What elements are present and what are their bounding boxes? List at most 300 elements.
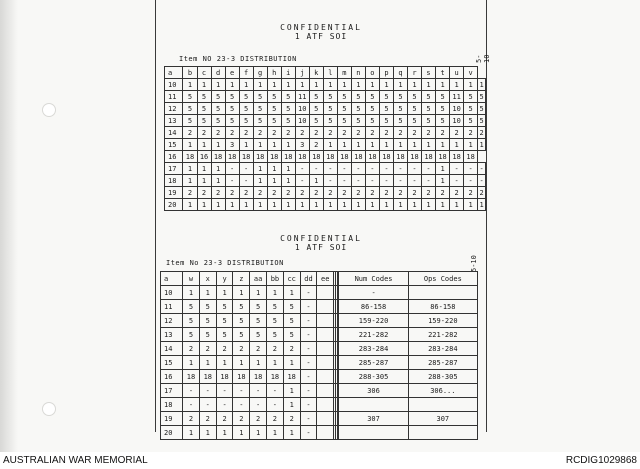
- table-cell: -: [365, 163, 379, 175]
- table-cell: 13: [161, 328, 183, 342]
- table-cell: 1: [436, 199, 450, 211]
- table-cell: 18: [267, 370, 284, 384]
- column-header: t: [436, 67, 450, 79]
- table-cell: -: [300, 328, 317, 342]
- table-cell: 1: [450, 199, 464, 211]
- table-cell: 5: [393, 91, 407, 103]
- table-cell: 2: [225, 187, 239, 199]
- table-cell: 2: [407, 187, 421, 199]
- table-cell: 5: [267, 115, 281, 127]
- table-row: [161, 356, 478, 370]
- column-header: f: [239, 67, 253, 79]
- table-cell: -: [365, 175, 379, 187]
- table-cell: 5: [239, 91, 253, 103]
- table-cell: 306...: [408, 384, 477, 398]
- table-cell: 2: [250, 412, 267, 426]
- table-cell: 2: [323, 127, 337, 139]
- table-cell: [339, 426, 408, 440]
- table-cell: 1: [309, 79, 323, 91]
- table-cell: 1: [450, 79, 464, 91]
- table-cell: 18: [464, 151, 478, 163]
- table-cell: 5: [479, 104, 484, 113]
- column-header: i: [281, 67, 295, 79]
- table-cell: 3: [295, 139, 309, 151]
- table-cell: 1: [422, 79, 436, 91]
- table-cell: 1: [407, 139, 421, 151]
- table-cell: 5: [464, 103, 478, 115]
- table-cell: -: [199, 384, 216, 398]
- table-cell: -: [300, 356, 317, 370]
- table-cell: 1: [436, 163, 450, 175]
- table-cell: [317, 426, 334, 440]
- table-cell: 1: [479, 80, 484, 89]
- column-header: l: [323, 67, 337, 79]
- doc1-page-number: 5-10: [475, 54, 491, 63]
- table-cell: 5: [267, 300, 284, 314]
- table-cell: 1: [199, 286, 216, 300]
- table-cell: -: [479, 176, 484, 185]
- table-cell: 2: [283, 342, 300, 356]
- column-header: x: [199, 272, 216, 286]
- right-rule: [486, 0, 487, 432]
- table-cell: 5: [197, 103, 211, 115]
- table-row: [161, 398, 478, 412]
- table-cell: 5: [422, 115, 436, 127]
- table-cell: 307: [408, 412, 477, 426]
- table-cell: 2: [253, 187, 267, 199]
- table-cell: [317, 342, 334, 356]
- table-cell: [408, 286, 477, 300]
- table-cell: 5: [211, 103, 225, 115]
- table-cell: 2: [351, 187, 365, 199]
- table-cell: 10: [450, 103, 464, 115]
- table-cell: 5: [479, 92, 484, 101]
- table-cell: 5: [407, 115, 421, 127]
- table-cell: 1: [379, 199, 393, 211]
- column-header: aa: [250, 272, 267, 286]
- table-row: [161, 412, 478, 426]
- table-cell: 18: [267, 151, 281, 163]
- table-cell: 16: [197, 151, 211, 163]
- table-cell: 2: [211, 127, 225, 139]
- table-cell: 2: [422, 127, 436, 139]
- table-cell: 1: [197, 79, 211, 91]
- table-cell: -: [300, 398, 317, 412]
- table-cell: -: [300, 286, 317, 300]
- table-cell: 18: [393, 151, 407, 163]
- table-cell: 18: [295, 151, 309, 163]
- table-cell: 307: [339, 412, 408, 426]
- table-cell: 5: [199, 328, 216, 342]
- table-cell: 1: [323, 79, 337, 91]
- table-row: [161, 314, 478, 328]
- table-cell: 2: [197, 187, 211, 199]
- table-cell: 2: [365, 187, 379, 199]
- table-cell: -: [250, 398, 267, 412]
- table-cell: 5: [283, 314, 300, 328]
- column-header: s: [422, 67, 436, 79]
- table-cell: -: [300, 384, 317, 398]
- table-cell: 5: [183, 314, 200, 328]
- table-cell: -: [239, 175, 253, 187]
- table-cell: 1: [393, 199, 407, 211]
- table-row: [165, 151, 486, 163]
- column-header: dd: [300, 272, 317, 286]
- table-cell: 1: [250, 426, 267, 440]
- table-cell: 5: [216, 300, 233, 314]
- table-row: [161, 286, 478, 300]
- table-cell: 5: [436, 103, 450, 115]
- column-header: j: [295, 67, 309, 79]
- table-cell: 2: [379, 187, 393, 199]
- table-cell: 1: [233, 356, 250, 370]
- table-cell: 5: [407, 91, 421, 103]
- table-cell: 1: [183, 163, 197, 175]
- table-cell: 5: [211, 115, 225, 127]
- table-cell: 12: [161, 314, 183, 328]
- table-cell: 5: [309, 91, 323, 103]
- table-cell: 1: [253, 79, 267, 91]
- table-cell: -: [199, 398, 216, 412]
- table-cell: 5: [309, 115, 323, 127]
- table-cell: -: [183, 384, 200, 398]
- table-cell: 1: [407, 199, 421, 211]
- table-cell: -: [216, 398, 233, 412]
- table-cell: 10: [165, 79, 183, 91]
- table-cell: 18: [283, 370, 300, 384]
- table-cell: 1: [281, 79, 295, 91]
- table-cell: 18: [309, 151, 323, 163]
- table-cell: 5: [337, 91, 351, 103]
- table-cell: 2: [267, 127, 281, 139]
- table-cell: -: [295, 175, 309, 187]
- column-header: q: [393, 67, 407, 79]
- table-cell: 2: [337, 187, 351, 199]
- table-cell: -: [267, 384, 284, 398]
- table-cell: 10: [161, 286, 183, 300]
- table-cell: 18: [233, 370, 250, 384]
- table-cell: 1: [197, 163, 211, 175]
- table-cell: -: [323, 163, 337, 175]
- table-cell: 15: [161, 356, 183, 370]
- table-cell: 19: [165, 187, 183, 199]
- table-cell: 2: [450, 187, 464, 199]
- table-cell: 1: [365, 199, 379, 211]
- table-cell: 2: [239, 187, 253, 199]
- table-cell: 5: [379, 103, 393, 115]
- table-cell: 1: [225, 79, 239, 91]
- table-cell: 1: [183, 199, 197, 211]
- table-cell: 5: [250, 328, 267, 342]
- table-cell: 5: [216, 314, 233, 328]
- column-header: p: [379, 67, 393, 79]
- distribution-table-1: [164, 66, 486, 211]
- table-cell: 5: [365, 103, 379, 115]
- table-cell: 1: [211, 163, 225, 175]
- table-cell: 2: [183, 187, 197, 199]
- table-cell: 10: [295, 115, 309, 127]
- table-cell: 2: [295, 187, 309, 199]
- table-cell: 16: [165, 151, 183, 163]
- table-cell: 1: [199, 356, 216, 370]
- table-cell: 1: [393, 79, 407, 91]
- document-sheet: [155, 0, 491, 437]
- table-cell: 86-158: [339, 300, 408, 314]
- table-cell: [317, 356, 334, 370]
- table-cell: 18: [365, 151, 379, 163]
- table-cell: 1: [253, 175, 267, 187]
- table-cell: -: [450, 163, 464, 175]
- table-cell: [408, 398, 477, 412]
- table-cell: 5: [479, 116, 484, 125]
- table-cell: 1: [337, 139, 351, 151]
- archive-footer: [0, 452, 640, 469]
- table-cell: [408, 426, 477, 440]
- table-cell: 2: [309, 139, 323, 151]
- table-cell: 1: [211, 199, 225, 211]
- column-header: bb: [267, 272, 284, 286]
- table-cell: 2: [479, 128, 484, 137]
- table-cell: -: [379, 175, 393, 187]
- column-header: z: [233, 272, 250, 286]
- table-cell: 2: [351, 127, 365, 139]
- column-header: o: [365, 67, 379, 79]
- table-cell: -: [379, 163, 393, 175]
- table-cell: 18: [183, 151, 197, 163]
- table-cell: 1: [464, 139, 478, 151]
- column-header: cc: [283, 272, 300, 286]
- table-cell: 5: [393, 115, 407, 127]
- table-cell: -: [267, 398, 284, 412]
- table-cell: -: [225, 175, 239, 187]
- column-header: e: [225, 67, 239, 79]
- table-cell: [317, 370, 334, 384]
- table-cell: 2: [253, 127, 267, 139]
- table-cell: 1: [337, 199, 351, 211]
- table-cell: 5: [199, 300, 216, 314]
- table-cell: 2: [233, 342, 250, 356]
- table-cell: 1: [197, 175, 211, 187]
- table-cell: 1: [479, 200, 484, 209]
- table-cell: 1: [323, 139, 337, 151]
- table-cell: -: [309, 163, 323, 175]
- table-cell: 11: [295, 91, 309, 103]
- doc2-page-number: 5-10: [470, 255, 478, 272]
- column-header: u: [450, 67, 464, 79]
- table-cell: 18: [250, 370, 267, 384]
- table-cell: 2: [479, 188, 484, 197]
- table-cell: 5: [351, 91, 365, 103]
- table-cell: 1: [379, 139, 393, 151]
- column-header: h: [267, 67, 281, 79]
- table-cell: 18: [450, 151, 464, 163]
- table-cell: 2: [225, 127, 239, 139]
- table-row: [165, 79, 486, 91]
- punch-hole-bottom: [42, 402, 56, 416]
- table-row: [165, 187, 486, 199]
- table-cell: 18: [323, 151, 337, 163]
- table-cell: 2: [281, 187, 295, 199]
- table-cell: 5: [183, 300, 200, 314]
- table-cell: 1: [183, 79, 197, 91]
- table-cell: 285-287: [408, 356, 477, 370]
- table-cell: 1: [183, 426, 200, 440]
- table-cell: 2: [211, 187, 225, 199]
- table-cell: 2: [309, 187, 323, 199]
- table-cell: 14: [161, 342, 183, 356]
- table-row: [161, 384, 478, 398]
- table-cell: 1: [253, 163, 267, 175]
- table-cell: 2: [295, 127, 309, 139]
- table-cell: 2: [422, 187, 436, 199]
- table-cell: 2: [436, 187, 450, 199]
- table-cell: 2: [216, 412, 233, 426]
- table-cell: -: [351, 175, 365, 187]
- table-cell: 5: [283, 300, 300, 314]
- table-cell: 3: [225, 139, 239, 151]
- table-cell: 5: [323, 115, 337, 127]
- table-cell: 5: [250, 300, 267, 314]
- table-cell: 5: [233, 328, 250, 342]
- table-cell: 20: [161, 426, 183, 440]
- table-cell: 1: [281, 199, 295, 211]
- table-cell: 221-282: [408, 328, 477, 342]
- table-cell: 1: [436, 139, 450, 151]
- table-row: [165, 175, 486, 187]
- table-cell: 10: [295, 103, 309, 115]
- table-cell: 16: [161, 370, 183, 384]
- footer-record-id: RCDIG1029868: [565, 455, 637, 466]
- column-header: g: [253, 67, 267, 79]
- table-cell: -: [337, 163, 351, 175]
- table-cell: 2: [267, 342, 284, 356]
- doc2-item-label: Item No 23-3 DISTRIBUTION: [166, 259, 284, 267]
- table-cell: 1: [464, 79, 478, 91]
- table-header-row: [165, 67, 486, 79]
- table-cell: 5: [211, 91, 225, 103]
- table-cell: 1: [323, 199, 337, 211]
- table-cell: -: [300, 412, 317, 426]
- table-cell: 1: [233, 426, 250, 440]
- table-cell: 1: [464, 199, 478, 211]
- table-cell: 5: [239, 103, 253, 115]
- table-cell: 1: [283, 398, 300, 412]
- table-cell: 1: [197, 199, 211, 211]
- table-cell: 17: [161, 384, 183, 398]
- table-cell: 2: [267, 412, 284, 426]
- punch-hole-top: [42, 103, 56, 117]
- doc2-subheader: 1 ATF SOI: [294, 243, 348, 252]
- table-cell: 1: [239, 79, 253, 91]
- left-rule: [155, 0, 156, 432]
- column-header: b: [183, 67, 197, 79]
- table-cell: 1: [183, 286, 200, 300]
- table-cell: 2: [199, 342, 216, 356]
- table-cell: 5: [365, 115, 379, 127]
- table-cell: 159-220: [339, 314, 408, 328]
- table-cell: 5: [422, 91, 436, 103]
- table-cell: -: [339, 286, 408, 300]
- table-cell: 2: [323, 187, 337, 199]
- table-cell: -: [216, 384, 233, 398]
- table-cell: 5: [267, 328, 284, 342]
- table-header-row: [161, 272, 478, 286]
- table-cell: -: [450, 175, 464, 187]
- table-cell: [317, 314, 334, 328]
- table-cell: 2: [309, 127, 323, 139]
- table-cell: 5: [309, 103, 323, 115]
- table-cell: 1: [393, 139, 407, 151]
- table-cell: 17: [165, 163, 183, 175]
- table-cell: [339, 398, 408, 412]
- table-cell: -: [183, 398, 200, 412]
- column-header: w: [183, 272, 200, 286]
- table-cell: 2: [337, 127, 351, 139]
- table-cell: 1: [216, 426, 233, 440]
- table-row: [161, 328, 478, 342]
- table-cell: 1: [239, 199, 253, 211]
- table-cell: 5: [283, 328, 300, 342]
- column-header: c: [197, 67, 211, 79]
- table-cell: -: [233, 398, 250, 412]
- table-cell: -: [393, 175, 407, 187]
- table-cell: 1: [267, 426, 284, 440]
- table-cell: 283-284: [339, 342, 408, 356]
- table-cell: -: [295, 163, 309, 175]
- table-cell: 306: [339, 384, 408, 398]
- table-cell: 2: [379, 127, 393, 139]
- table-cell: 5: [183, 91, 197, 103]
- table-cell: 5: [239, 115, 253, 127]
- table-cell: 18: [337, 151, 351, 163]
- table-cell: 2: [436, 127, 450, 139]
- table-cell: 1: [436, 79, 450, 91]
- column-header: ee: [317, 272, 334, 286]
- table-row: [165, 163, 486, 175]
- table-row: [165, 199, 486, 211]
- table-cell: 14: [165, 127, 183, 139]
- table-cell: 1: [199, 426, 216, 440]
- table-cell: [317, 412, 334, 426]
- table-cell: 221-282: [339, 328, 408, 342]
- column-header: r: [407, 67, 421, 79]
- page-edge-shadow: [0, 0, 18, 469]
- table-cell: -: [407, 175, 421, 187]
- table-row: [165, 103, 486, 115]
- table-cell: 18: [165, 175, 183, 187]
- table-cell: 5: [199, 314, 216, 328]
- table-cell: 18: [351, 151, 365, 163]
- table-cell: 2: [183, 412, 200, 426]
- table-cell: 1: [197, 139, 211, 151]
- table-cell: 1: [407, 79, 421, 91]
- table-cell: 5: [253, 115, 267, 127]
- table-cell: -: [464, 175, 478, 187]
- column-header: y: [216, 272, 233, 286]
- table-cell: 2: [281, 127, 295, 139]
- table-cell: 18: [161, 398, 183, 412]
- column-header: a: [161, 272, 183, 286]
- table-cell: 2: [183, 342, 200, 356]
- column-header: Num Codes: [339, 272, 408, 286]
- table-cell: 2: [199, 412, 216, 426]
- table-cell: 285-287: [339, 356, 408, 370]
- table-cell: [317, 300, 334, 314]
- table-cell: 1: [283, 384, 300, 398]
- table-cell: 5: [225, 103, 239, 115]
- table-cell: 5: [393, 103, 407, 115]
- table-cell: 18: [407, 151, 421, 163]
